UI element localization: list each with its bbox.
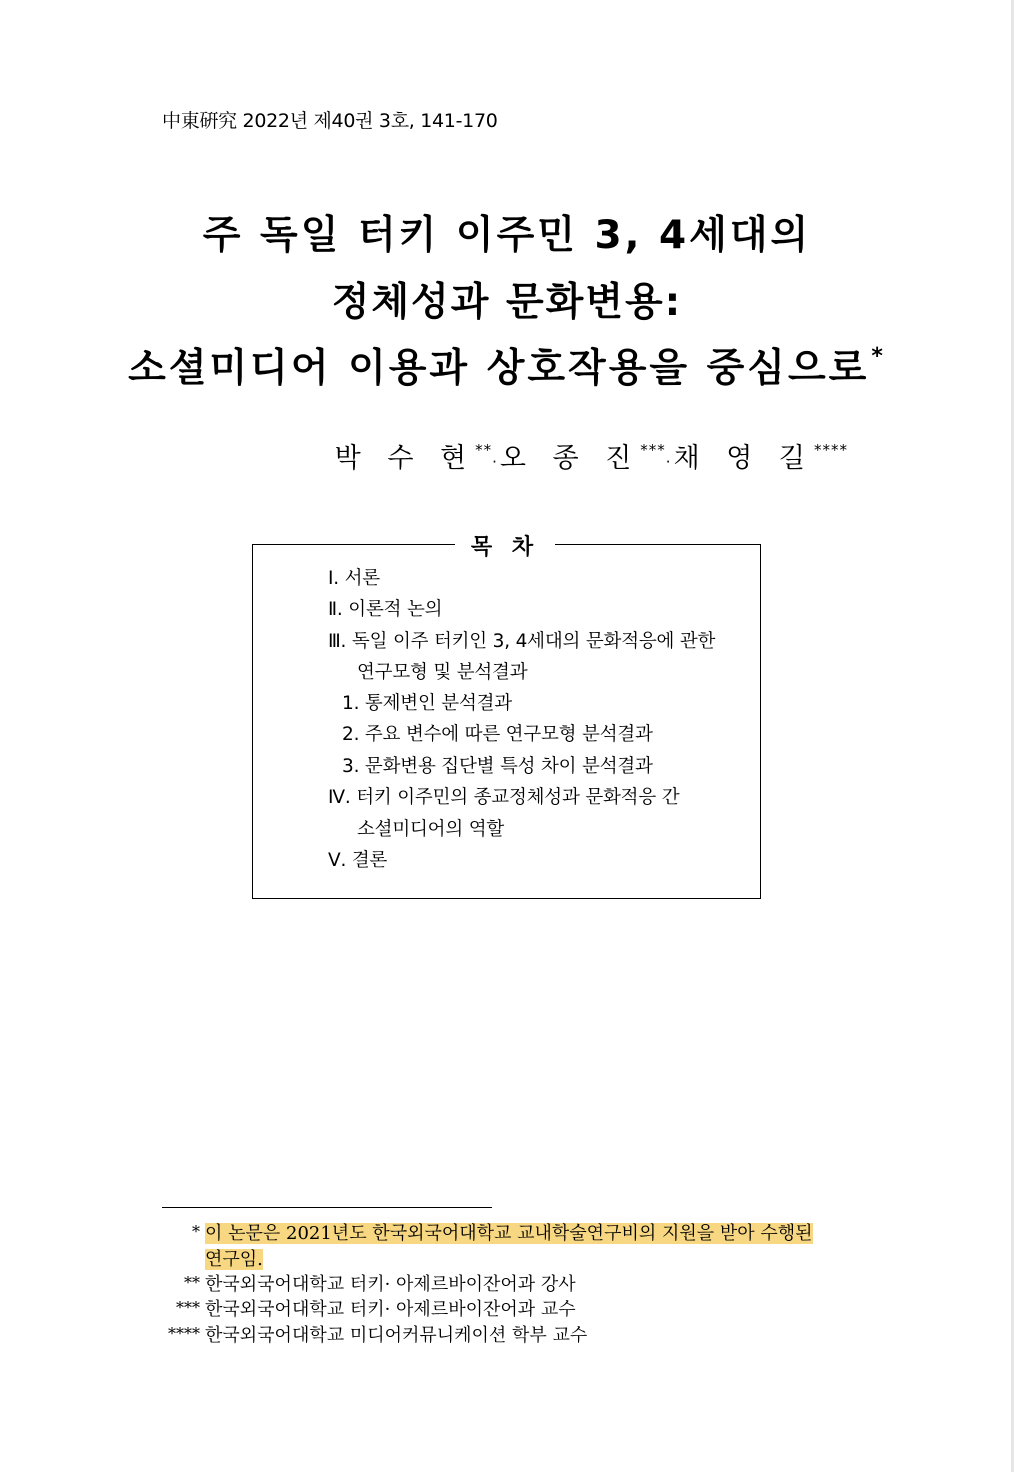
toc-heading: 목 차 [455, 530, 555, 561]
footnote-text: 한국외국어대학교 미디어커뮤니케이션 학부 교수 [205, 1325, 588, 1346]
author-list [335, 436, 848, 475]
highlighted-text: 이 논문은 2021년도 한국외국어대학교 교내학술연구비의 지원을 받아 수행된 [205, 1223, 813, 1244]
footnote-divider [162, 1207, 492, 1208]
author-name: 박 수 현 [334, 443, 476, 474]
author-marker: ** [475, 441, 493, 459]
title-line-3-text: 소셜미디어 이용과 상호작용을 중심으로 [128, 346, 870, 391]
footnote-text: 한국외국어대학교 터키· 아제르바이잔어과 강사 [205, 1274, 576, 1295]
footnote-marker: ** [184, 1273, 200, 1292]
author-name: 채 영 길 [673, 443, 814, 474]
title-line-1: 주 독일 터키 이주민 3, 4세대의 [202, 213, 812, 258]
toc-item: Ⅳ. 터키 이주민의 종교정체성과 문화적응 간 [328, 787, 680, 808]
toc-item: 소셜미디어의 역할 [357, 819, 505, 840]
toc-item: Ⅲ. 독일 이주 터키인 3, 4세대의 문화적응에 관한 [328, 631, 716, 652]
footnote-marker: * [192, 1222, 200, 1241]
footnote-text: 한국외국어대학교 터키· 아제르바이잔어과 교수 [205, 1299, 576, 1320]
title-line-2: 정체성과 문화변용: [331, 280, 683, 325]
author-marker: **** [814, 441, 848, 459]
author-marker: *** [640, 441, 666, 459]
toc-item: Ⅱ. 이론적 논의 [328, 599, 443, 620]
footnote-text [205, 1245, 263, 1271]
title-footnote-marker: * [871, 344, 886, 369]
footnote-text [205, 1219, 813, 1245]
toc-item: 1. 통제변인 분석결과 [342, 693, 512, 714]
author-name: 오 종 진 [499, 443, 641, 474]
title-line-3 [0, 337, 1014, 393]
highlighted-text: 연구임. [205, 1249, 263, 1270]
toc-item: 연구모형 및 분석결과 [357, 662, 528, 683]
author-separator: · [492, 453, 500, 471]
journal-citation: 中東硏究 2022년 제40권 3호, 141-170 [162, 110, 498, 132]
footnote-marker: **** [168, 1324, 200, 1343]
toc-item: Ⅰ. 서론 [328, 568, 380, 589]
toc-item: 3. 문화변용 집단별 특성 차이 분석결과 [342, 756, 653, 777]
toc-item: Ⅴ. 결론 [328, 850, 388, 871]
footnote-marker: *** [176, 1298, 200, 1317]
toc-item: 2. 주요 변수에 따른 연구모형 분석결과 [342, 724, 653, 745]
author-separator: · [665, 453, 674, 471]
